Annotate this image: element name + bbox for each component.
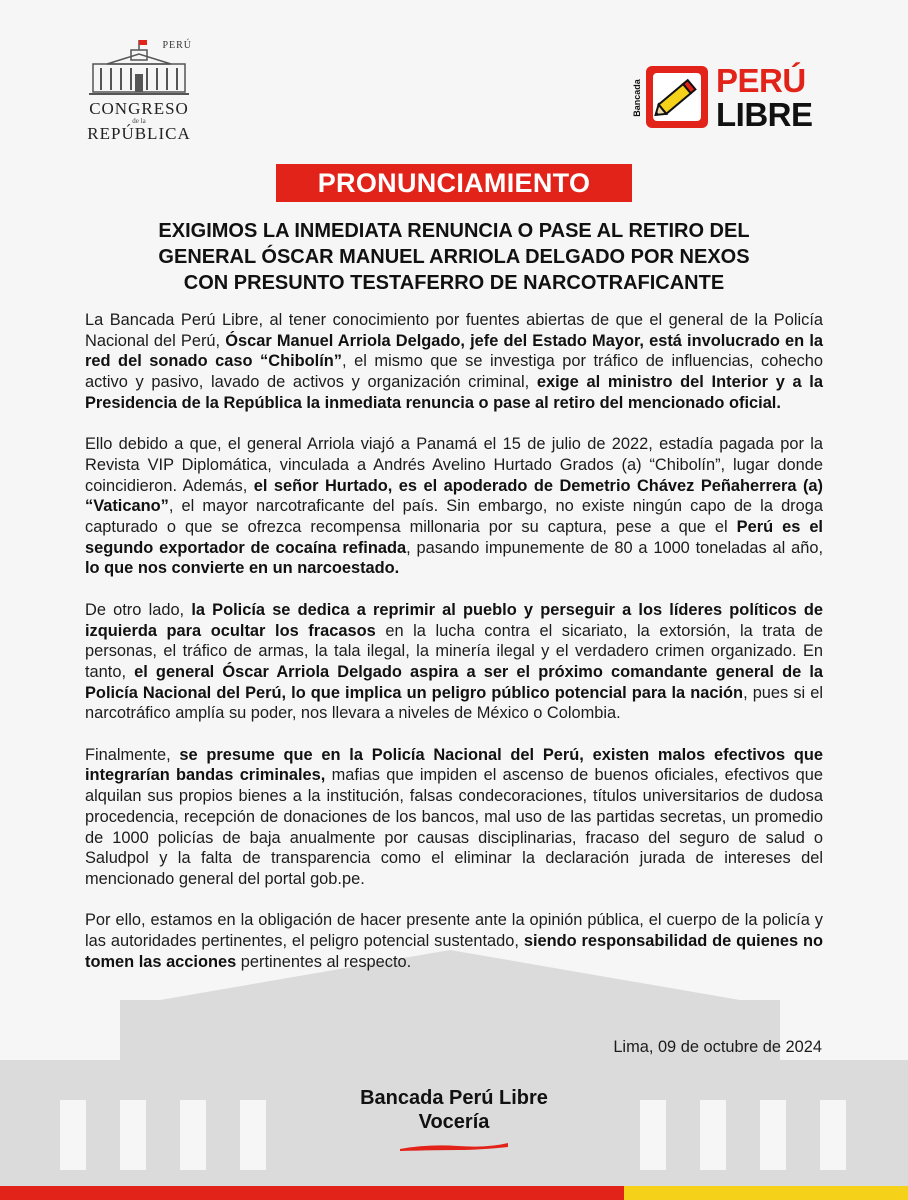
paragraph-text-run: se presume que en la Policía Nacional del Perú, existen malos efectivos que integrarían bandas criminales,	[85, 745, 823, 785]
paragraph-text-run: pertinentes al respecto.	[236, 952, 412, 971]
headline-line: EXIGIMOS LA INMEDIATA RENUNCIA O PASE AL RETIRO DEL	[158, 220, 750, 242]
paragraph-text-run: en la lucha contra el sicariato, la extorsión, la trata de personas, el tráfico de armas, la tala ilegal, la minería ilegal y el verdadero crimen organizado. En tanto,	[85, 621, 823, 681]
congreso-peru-text: PERÚ	[162, 40, 192, 51]
paragraph-2	[85, 434, 823, 579]
signature-block	[254, 1086, 654, 1134]
signature-underline-stroke	[398, 1140, 510, 1154]
logo-word-peru: PERÚ	[716, 62, 806, 99]
bottom-color-bar	[0, 1186, 908, 1200]
paragraph-text-run: Finalmente,	[85, 745, 180, 764]
congreso-line1: CONGRESO	[89, 99, 189, 118]
paragraph-text-run: exige al ministro del Interior y a la Presidencia de la República la inmediata renuncia o pase al retiro del mencionado oficial.	[85, 373, 823, 412]
paragraph-text-run: el general Óscar Arriola Delgado aspira a ser el próximo comandante general de la Policía Nacional del Perú, lo que implica un peligro público potencial para la nación	[85, 662, 823, 702]
paragraph-text-run: Perú es el segundo exportador de cocaína refinada	[85, 518, 823, 557]
congreso-line3: REPÚBLICA	[87, 124, 191, 144]
bancada-vertical-text: Bancada	[632, 79, 642, 117]
paragraph-3	[85, 600, 823, 724]
logo-word-libre: LIBRE	[716, 96, 813, 133]
paragraph-text-run: siendo responsabilidad de quienes no tomen las acciones	[85, 932, 823, 971]
paragraph-text-run: Por ello, estamos en la obligación de hacer presente ante la opinión pública, el cuerpo de la policía y las autoridades pertinentes, el peligro potencial sustentado,	[85, 911, 823, 951]
headline-line: GENERAL ÓSCAR MANUEL ARRIOLA DELGADO POR NEXOS	[158, 246, 750, 268]
paragraph-text-run: De otro lado,	[85, 600, 192, 619]
congreso-logo	[80, 38, 198, 156]
bottom-bar-yellow	[624, 1186, 908, 1200]
signature-line1: Bancada Perú Libre	[360, 1087, 548, 1109]
paragraph-text-run: La Bancada Perú Libre, al tener conocimiento por fuentes abiertas de que el general de la Policía Nacional del Perú,	[85, 311, 823, 350]
pencil-logo-icon	[646, 66, 708, 128]
paragraph-text-run: lo que nos convierte en un narcoestado.	[85, 559, 400, 578]
paragraph-text-run: , pues si el narcotráfico amplía su poder, nos llevara a niveles de México o Colombia.	[85, 683, 823, 723]
paragraph-text-run: el señor Hurtado, es el apoderado de Demetrio Chávez Peñaherrera (a) “Vaticano”	[85, 476, 823, 516]
body-text	[85, 310, 823, 993]
date-line: Lima, 09 de octubre de 2024	[613, 1038, 822, 1056]
bancada-vertical-text-wrap	[632, 68, 644, 128]
paragraph-5	[85, 910, 823, 972]
signature-line2: Vocería	[418, 1111, 490, 1133]
paragraph-4	[85, 745, 823, 890]
headline	[78, 218, 830, 296]
paragraph-text-run: , el mayor narcotraficante del país. Sin embargo, no existe ningún capo de la droga capturado o que se ofrezca recompensa millonaria por su captura, pese a que el	[85, 497, 823, 537]
paragraph-text-run: , el mismo que se investiga por tráfico de influencias, cohecho activo y pasivo, lavado de activos y organización criminal,	[85, 352, 824, 392]
pronunciamiento-banner: PRONUNCIAMIENTO	[276, 164, 632, 202]
paragraph-text-run: Ello debido a que, el general Arriola viajó a Panamá el 15 de julio de 2022, estadía pagada por la Revista VIP Diplomática, vinculada a Andrés Avelino Hurtado Grados (a) “Chibolín”, lugar donde coincidieron. Además,	[85, 435, 823, 495]
paragraph-text-run: mafias que impiden el ascenso de buenos oficiales, efectivos que alquilan sus propios bienes a la institución, falsas condecoraciones, títulos universitarios de dudosa procedencia, recepción de donaciones de los bancos, mal uso de las partidas secretas, un promedio de 1000 policías de baja anualmente por causas disciplinarias, fracaso del seguro de salud o Saludpol y la falta de transparencia como el eliminar la declaración jurada de intereses del mencionado general del portal gob.pe.	[85, 766, 824, 888]
paragraph-text-run: Óscar Manuel Arriola Delgado, jefe del Estado Mayor, está involucrado en la red del sonado caso “Chibolín”	[85, 331, 823, 371]
paragraph-1	[85, 310, 823, 414]
paragraph-text-run: la Policía se dedica a reprimir al pueblo y perseguir a los líderes políticos de izquierda para ocultar los fracasos	[85, 600, 823, 640]
congreso-line2: de la	[132, 117, 146, 125]
bottom-bar-red	[0, 1186, 624, 1200]
paragraph-text-run: , pasando impunemente de 80 a 1000 toneladas al año,	[406, 538, 823, 557]
peru-libre-logo	[632, 64, 828, 132]
headline-line: CON PRESUNTO TESTAFERRO DE NARCOTRAFICANTE	[183, 272, 725, 294]
